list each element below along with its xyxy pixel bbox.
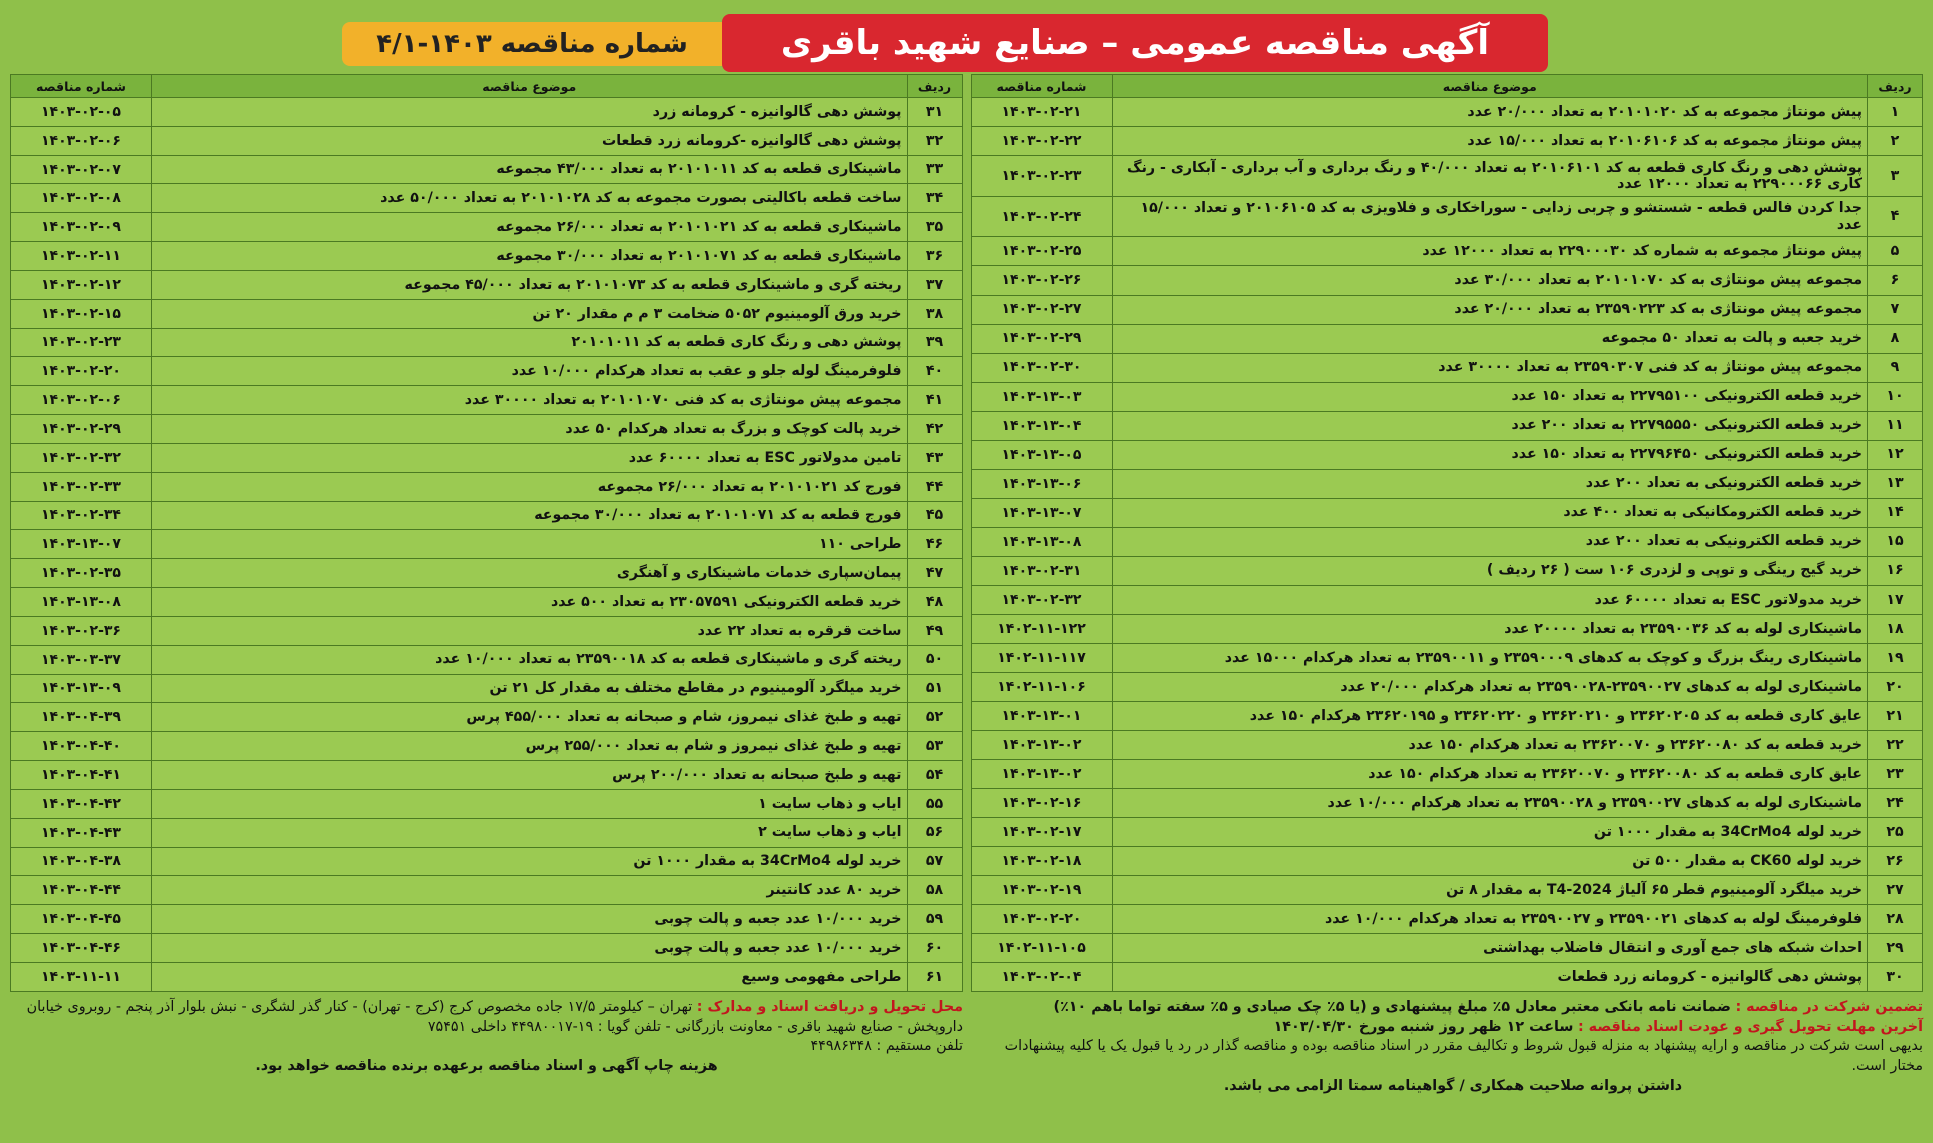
row-index: ۵۵ [907,789,962,818]
row-number: ۱۴۰۳-۰۲-۰۵ [11,98,152,127]
table-row [971,295,1923,324]
table-row [971,156,1923,197]
row-subject: خرید ۱۰/۰۰۰ عدد جعبه و پالت چوبی [152,905,908,934]
row-index: ۴۸ [907,588,962,617]
row-subject: طراحی ۱۱۰ [152,530,908,559]
row-index: ۳۱ [907,98,962,127]
row-number: ۱۴۰۳-۱۱-۱۱ [11,962,152,991]
row-index: ۸ [1868,324,1923,353]
row-number: ۱۴۰۳-۰۳-۳۷ [11,645,152,674]
col-subject: موضوع مناقصه [152,75,908,98]
row-subject: ماشینکاری لوله به کدهای ۲۳۵۹۰۰۲۷-۲۳۵۹۰۰۲۸ به تعداد هرکدام ۲۰/۰۰۰ عدد [1112,672,1868,701]
row-index: ۲۲ [1868,730,1923,759]
row-number: ۱۴۰۲-۱۱-۱۱۷ [971,643,1112,672]
row-index: ۳۸ [907,299,962,328]
table-row [11,98,963,127]
row-subject: ریخته گری و ماشینکاری قطعه به کد ۲۳۵۹۰۰۱۸ به تعداد ۱۰/۰۰۰ عدد [152,645,908,674]
table-row [971,127,1923,156]
col-row: ردیف [907,75,962,98]
deadline-label: آخرین مهلت تحویل گیری و عودت اسناد مناقصه : [1577,1018,1923,1035]
col-number: شماره مناقصه [11,75,152,98]
tables [10,74,1923,992]
row-subject: خرید جعبه و پالت به تعداد ۵۰ مجموعه [1112,324,1868,353]
row-subject: پوشش دهی گالوانیزه - کرومانه زرد [152,98,908,127]
header [10,8,1923,74]
table-row [971,324,1923,353]
row-index: ۵۱ [907,674,962,703]
license-note: داشتن پروانه صلاحیت همکاری / گواهینامه سمتا الزامی می باشد. [1223,1077,1683,1094]
row-subject: عایق کاری قطعه به کد ۲۳۶۲۰۲۰۵ و ۲۳۶۲۰۲۱۰ و ۲۳۶۲۰۲۲۰ و ۲۳۶۲۰۱۹۵ هرکدام ۱۵۰ عدد [1112,701,1868,730]
row-number: ۱۴۰۳-۰۲-۳۲ [971,585,1112,614]
row-subject: خرید قطعه الکترونیکی ۲۳۰۵۷۵۹۱ به تعداد ۵۰۰ عدد [152,588,908,617]
table-row [11,559,963,588]
row-number: ۱۴۰۳-۰۴-۴۳ [11,818,152,847]
row-number: ۱۴۰۳-۰۲-۲۶ [971,266,1112,295]
table-row [11,789,963,818]
table-row [11,270,963,299]
row-subject: خرید قطعه الکترونیکی ۲۲۷۹۵۱۰۰ به تعداد ۱۵۰ عدد [1112,382,1868,411]
row-number: ۱۴۰۲-۱۱-۱۲۲ [971,614,1112,643]
table-row [11,703,963,732]
table-row [11,184,963,213]
row-subject: تهیه و طبخ غذای نیمروز و شام به تعداد ۲۵۵/۰۰۰ پرس [152,732,908,761]
row-subject: خرید مدولاتور ESC به تعداد ۶۰۰۰۰ عدد [1112,585,1868,614]
footer-terms [983,998,1923,1097]
row-index: ۱۵ [1868,527,1923,556]
table-row [971,498,1923,527]
row-number: ۱۴۰۳-۰۲-۲۰ [971,904,1112,933]
row-index: ۷ [1868,295,1923,324]
row-subject: ماشینکاری قطعه به کد ۲۰۱۰۱۰۱۱ به تعداد ۴۳/۰۰۰ مجموعه [152,155,908,184]
row-number: ۱۴۰۳-۰۲-۱۵ [11,299,152,328]
table-row [971,382,1923,411]
row-subject: تهیه و طبخ صبحانه به تعداد ۲۰۰/۰۰۰ پرس [152,761,908,790]
row-index: ۲۸ [1868,904,1923,933]
table-row [971,875,1923,904]
row-number: ۱۴۰۳-۰۲-۲۷ [971,295,1112,324]
row-subject: مجموعه پیش مونتاژی به کد فنی ۲۰۱۰۱۰۷۰ به تعداد ۳۰۰۰۰ عدد [152,386,908,415]
table-row [971,817,1923,846]
row-subject: مجموعه پیش مونتاژی به کد ۲۳۵۹۰۲۲۳ به تعداد ۲۰/۰۰۰ عدد [1112,295,1868,324]
row-subject: مجموعه پیش مونتاژ به کد فنی ۲۳۵۹۰۳۰۷ به تعداد ۳۰۰۰۰ عدد [1112,353,1868,382]
direct-phone: تلفن مستقیم : ۴۴۹۸۶۳۴۸ [810,1038,963,1055]
table-row [971,585,1923,614]
footer-address [10,998,963,1097]
row-subject: پیش مونتاژ مجموعه به کد ۲۰۱۰۱۰۲۰ به تعداد ۲۰/۰۰۰ عدد [1112,98,1868,127]
row-number: ۱۴۰۳-۰۲-۱۶ [971,788,1112,817]
row-subject: پیش مونتاژ مجموعه به کد ۲۰۱۰۶۱۰۶ به تعداد ۱۵/۰۰۰ عدد [1112,127,1868,156]
row-index: ۳۹ [907,328,962,357]
row-index: ۳۰ [1868,962,1923,991]
row-number: ۱۴۰۳-۰۲-۲۴ [971,196,1112,237]
table-row [11,876,963,905]
table-row [11,501,963,530]
row-number: ۱۴۰۳-۰۲-۰۴ [971,962,1112,991]
row-number: ۱۴۰۳-۰۴-۴۲ [11,789,152,818]
row-number: ۱۴۰۳-۱۳-۰۴ [971,411,1112,440]
row-number: ۱۴۰۳-۰۲-۳۴ [11,501,152,530]
row-number: ۱۴۰۳-۰۲-۲۳ [971,156,1112,197]
table-row [11,242,963,271]
table-row [11,761,963,790]
table-row [11,328,963,357]
col-number: شماره مناقصه [971,75,1112,98]
row-number: ۱۴۰۳-۰۲-۳۳ [11,472,152,501]
row-subject: پوشش دهی گالوانیزه - کرومانه زرد قطعات [1112,962,1868,991]
row-subject: فلوفرمینگ لوله به کدهای ۲۳۵۹۰۰۲۱ و ۲۳۵۹۰۰۲۷ به تعداد هرکدام ۱۰/۰۰۰ عدد [1112,904,1868,933]
row-number: ۱۴۰۳-۰۲-۱۲ [11,270,152,299]
row-subject: تامین مدولاتور ESC به تعداد ۶۰۰۰۰ عدد [152,443,908,472]
row-index: ۴۴ [907,472,962,501]
table-row [971,788,1923,817]
row-number: ۱۴۰۳-۰۴-۴۶ [11,934,152,963]
row-number: ۱۴۰۳-۱۳-۰۷ [971,498,1112,527]
row-subject: فورج کد ۲۰۱۰۱۰۲۱ به تعداد ۲۶/۰۰۰ مجموعه [152,472,908,501]
row-index: ۶ [1868,266,1923,295]
row-number: ۱۴۰۳-۰۲-۲۱ [971,98,1112,127]
row-number: ۱۴۰۳-۰۲-۱۸ [971,846,1112,875]
row-number: ۱۴۰۳-۰۲-۰۶ [11,126,152,155]
row-index: ۵۸ [907,876,962,905]
row-number: ۱۴۰۳-۰۲-۲۳ [11,328,152,357]
table-row [971,759,1923,788]
row-subject: خرید قطعه الکترونیکی ۲۲۷۹۶۴۵۰ به تعداد ۱۵۰ عدد [1112,440,1868,469]
table-row [11,588,963,617]
row-number: ۱۴۰۳-۱۳-۰۷ [11,530,152,559]
row-index: ۳۲ [907,126,962,155]
row-subject: جدا کردن فالس قطعه - شستشو و چربی زدایی - سوراخکاری و فلاویزی به کد ۲۰۱۰۶۱۰۵ و تعداد ۱۵/۰۰۰ عدد [1112,196,1868,237]
row-number: ۱۴۰۳-۰۲-۰۸ [11,184,152,213]
row-subject: ماشینکاری لوله به کدهای ۲۳۵۹۰۰۲۷ و ۲۳۵۹۰۰۲۸ به تعداد هرکدام ۱۰/۰۰۰ عدد [1112,788,1868,817]
row-number: ۱۴۰۳-۰۲-۰۷ [11,155,152,184]
row-index: ۲۱ [1868,701,1923,730]
row-index: ۵۷ [907,847,962,876]
table-row [971,701,1923,730]
table-row [11,847,963,876]
row-index: ۲ [1868,127,1923,156]
table-row [11,818,963,847]
row-number: ۱۴۰۳-۱۳-۰۲ [971,759,1112,788]
deadline-text: ساعت ۱۲ ظهر روز شنبه مورخ ۱۴۰۳/۰۴/۳۰ [1273,1018,1574,1035]
row-subject: خرید ورق آلومینیوم ۵۰۵۲ ضخامت ۳ م م مقدار ۲۰ تن [152,299,908,328]
row-index: ۱۳ [1868,469,1923,498]
row-number: ۱۴۰۳-۱۳-۰۸ [11,588,152,617]
table-row [971,643,1923,672]
row-index: ۲۰ [1868,672,1923,701]
row-index: ۴۵ [907,501,962,530]
row-index: ۴۳ [907,443,962,472]
row-index: ۳۳ [907,155,962,184]
row-index: ۴۹ [907,616,962,645]
row-subject: تهیه و طبخ غذای نیمروز، شام و صبحانه به تعداد ۴۵۵/۰۰۰ پرس [152,703,908,732]
row-subject: احداث شبکه های جمع آوری و انتقال فاضلاب بهداشتی [1112,933,1868,962]
row-number: ۱۴۰۳-۰۲-۳۲ [11,443,152,472]
row-number: ۱۴۰۳-۱۳-۰۶ [971,469,1112,498]
row-subject: ماشینکاری قطعه به کد ۲۰۱۰۱۰۷۱ به تعداد ۳۰/۰۰۰ مجموعه [152,242,908,271]
row-subject: فورج قطعه به کد ۲۰۱۰۱۰۷۱ به تعداد ۳۰/۰۰۰ مجموعه [152,501,908,530]
row-index: ۱ [1868,98,1923,127]
row-index: ۹ [1868,353,1923,382]
guarantee-label: تضمین شرکت در مناقصه : [1735,999,1923,1015]
row-index: ۲۴ [1868,788,1923,817]
row-number: ۱۴۰۳-۱۳-۰۱ [971,701,1112,730]
row-number: ۱۴۰۳-۰۲-۱۱ [11,242,152,271]
row-number: ۱۴۰۳-۰۲-۰۶ [11,386,152,415]
row-number: ۱۴۰۳-۰۴-۴۱ [11,761,152,790]
terms-note: بدیهی است شرکت در مناقصه و ارایه پیشنهاد به منزله قبول شروط و تکالیف مقرر در اسناد مناقصه بوده و مناقصه گذار در رد یا قبول یک یا کلیه پیشنهادات مختار است. [1004,1038,1923,1075]
col-subject: موضوع مناقصه [1112,75,1868,98]
row-index: ۳۶ [907,242,962,271]
table-row [971,353,1923,382]
row-subject: خرید ۱۰/۰۰۰ عدد جعبه و پالت چوبی [152,934,908,963]
row-index: ۵۶ [907,818,962,847]
row-number: ۱۴۰۳-۰۲-۰۹ [11,213,152,242]
row-index: ۵۹ [907,905,962,934]
row-subject: خرید لوله 34CrMo4 به مقدار ۱۰۰۰ تن [1112,817,1868,846]
row-number: ۱۴۰۳-۰۲-۱۹ [971,875,1112,904]
row-index: ۴۰ [907,357,962,386]
row-number: ۱۴۰۳-۰۴-۳۸ [11,847,152,876]
row-number: ۱۴۰۲-۱۱-۱۰۵ [971,933,1112,962]
table-row [11,645,963,674]
row-index: ۱۴ [1868,498,1923,527]
row-number: ۱۴۰۳-۰۲-۱۷ [971,817,1112,846]
notice-title: آگهی مناقصه عمومی – صنایع شهید باقری [722,14,1548,72]
address-text: تهران – کیلومتر ۱۷/۵ جاده مخصوص کرج (کرج - تهران) - کنار گذر لشگری - نبش بلوار آذر پنجم - روبروی خیابان داروپخش - صنایع شهید باقری - معاونت بازرگانی - تلفن گویا : ۱۹-۴۴۹۸۰۰۱۷ داخلی ۷۵۴۵۱ [26,999,963,1035]
row-number: ۱۴۰۳-۱۳-۰۵ [971,440,1112,469]
row-index: ۱۹ [1868,643,1923,672]
row-number: ۱۴۰۳-۱۳-۰۲ [971,730,1112,759]
row-subject: ماشینکاری قطعه به کد ۲۰۱۰۱۰۲۱ به تعداد ۲۶/۰۰۰ مجموعه [152,213,908,242]
footer [10,998,1923,1097]
table-row [11,443,963,472]
row-index: ۱۱ [1868,411,1923,440]
table-row [971,614,1923,643]
row-subject: خرید میلگرد آلومینیوم در مقاطع مختلف به مقدار کل ۲۱ تن [152,674,908,703]
row-index: ۴۷ [907,559,962,588]
row-subject: عایق کاری قطعه به کد ۲۳۶۲۰۰۸۰ و ۲۳۶۲۰۰۷۰ به تعداد هرکدام ۱۵۰ عدد [1112,759,1868,788]
table-row [11,415,963,444]
row-subject: خرید قطعه الکترونیکی ۲۲۷۹۵۵۵۰ به تعداد ۲۰۰ عدد [1112,411,1868,440]
row-subject: پوشش دهی گالوانیزه -کرومانه زرد قطعات [152,126,908,155]
row-index: ۴۶ [907,530,962,559]
row-number: ۱۴۰۳-۰۴-۴۰ [11,732,152,761]
row-number: ۱۴۰۲-۱۱-۱۰۶ [971,672,1112,701]
row-index: ۵۰ [907,645,962,674]
row-index: ۱۶ [1868,556,1923,585]
table-row [971,556,1923,585]
row-index: ۶۱ [907,962,962,991]
row-index: ۴ [1868,196,1923,237]
table-row [11,732,963,761]
table-row [971,98,1923,127]
table-row [11,155,963,184]
row-subject: ایاب و ذهاب سایت ۱ [152,789,908,818]
col-row: ردیف [1868,75,1923,98]
left-table [10,74,963,992]
row-subject: مجموعه پیش مونتاژی به کد ۲۰۱۰۱۰۷۰ به تعداد ۳۰/۰۰۰ عدد [1112,266,1868,295]
row-number: ۱۴۰۳-۰۲-۳۶ [11,616,152,645]
table-row [11,934,963,963]
row-index: ۵ [1868,237,1923,266]
tender-number: شماره مناقصه ۱۴۰۳-۴/۱ [342,22,722,66]
cost-note: هزینه چاپ آگهی و اسناد مناقصه برعهده برنده مناقصه خواهد بود. [255,1058,718,1075]
row-subject: خرید لوله 34CrMo4 به مقدار ۱۰۰۰ تن [152,847,908,876]
row-subject: پیمان‌سپاری خدمات ماشینکاری و آهنگری [152,559,908,588]
table-row [11,905,963,934]
row-subject: خرید قطعه الکترومکانیکی به تعداد ۴۰۰ عدد [1112,498,1868,527]
row-number: ۱۴۰۳-۰۲-۲۲ [971,127,1112,156]
row-subject: خرید پالت کوچک و بزرگ به تعداد هرکدام ۵۰ عدد [152,415,908,444]
table-row [11,126,963,155]
row-number: ۱۴۰۳-۰۴-۴۴ [11,876,152,905]
row-subject: خرید قطعه به کد ۲۳۶۲۰۰۸۰ و ۲۳۶۲۰۰۷۰ به تعداد هرکدام ۱۵۰ عدد [1112,730,1868,759]
row-subject: پوشش دهی و رنگ کاری قطعه به کد ۲۰۱۰۱۰۱۱ [152,328,908,357]
row-index: ۵۴ [907,761,962,790]
row-index: ۱۲ [1868,440,1923,469]
row-index: ۲۶ [1868,846,1923,875]
row-index: ۳۴ [907,184,962,213]
row-index: ۵۲ [907,703,962,732]
row-subject: خرید قطعه الکترونیکی به تعداد ۲۰۰ عدد [1112,527,1868,556]
row-number: ۱۴۰۳-۱۳-۰۳ [971,382,1112,411]
row-subject: فلوفرمینگ لوله جلو و عقب به تعداد هرکدام ۱۰/۰۰۰ عدد [152,357,908,386]
table-row [971,440,1923,469]
row-number: ۱۴۰۳-۱۳-۰۹ [11,674,152,703]
row-index: ۳۵ [907,213,962,242]
guarantee-text: ضمانت نامه بانکی معتبر معادل ۵٪ مبلغ پیشنهادی و (یا ۵٪ چک صیادی و ۵٪ سفته تواما باهم ۱۰٪) [1053,999,1731,1015]
row-index: ۱۰ [1868,382,1923,411]
table-row [11,530,963,559]
row-number: ۱۴۰۳-۰۲-۲۹ [971,324,1112,353]
table-row [11,674,963,703]
row-number: ۱۴۰۳-۰۲-۲۹ [11,415,152,444]
row-number: ۱۴۰۳-۰۲-۳۵ [11,559,152,588]
row-subject: خرید قطعه الکترونیکی به تعداد ۲۰۰ عدد [1112,469,1868,498]
row-number: ۱۴۰۳-۰۲-۳۰ [971,353,1112,382]
table-row [971,904,1923,933]
table-row [11,616,963,645]
row-number: ۱۴۰۳-۰۲-۳۱ [971,556,1112,585]
row-subject: ساخت قرقره به تعداد ۲۲ عدد [152,616,908,645]
row-subject: پوشش دهی و رنگ کاری قطعه به کد ۲۰۱۰۶۱۰۱ به تعداد ۴۰/۰۰۰ و رنگ برداری و آب برداری - آبکاری - رنگ کاری ۲۲۹۰۰۰۶۶ به تعداد ۱۲۰۰۰ عدد [1112,156,1868,197]
row-subject: خرید میلگرد آلومینیوم قطر ۶۵ آلیاژ 2024-T4 به مقدار ۸ تن [1112,875,1868,904]
row-subject: خرید ۸۰ عدد کانتینر [152,876,908,905]
address-label: محل تحویل و دریافت اسناد و مدارک : [696,999,963,1015]
table-row [971,730,1923,759]
table-row [11,299,963,328]
row-index: ۵۳ [907,732,962,761]
table-row [971,237,1923,266]
table-row [971,469,1923,498]
row-index: ۳ [1868,156,1923,197]
row-index: ۱۸ [1868,614,1923,643]
right-table [971,74,1924,992]
row-number: ۱۴۰۳-۰۴-۴۵ [11,905,152,934]
row-index: ۳۷ [907,270,962,299]
table-row [11,962,963,991]
row-index: ۲۵ [1868,817,1923,846]
table-row [11,472,963,501]
row-subject: خرید لوله CK60 به مقدار ۵۰۰ تن [1112,846,1868,875]
row-subject: ماشینکاری رینگ بزرگ و کوچک به کدهای ۲۳۵۹۰۰۰۹ و ۲۳۵۹۰۰۱۱ به تعداد هرکدام ۱۵۰۰۰ عدد [1112,643,1868,672]
table-row [971,266,1923,295]
row-number: ۱۴۰۳-۰۲-۲۰ [11,357,152,386]
table-row [971,846,1923,875]
row-index: ۶۰ [907,934,962,963]
row-index: ۴۱ [907,386,962,415]
table-row [971,672,1923,701]
row-index: ۱۷ [1868,585,1923,614]
row-number: ۱۴۰۳-۰۲-۲۵ [971,237,1112,266]
table-row [971,411,1923,440]
row-subject: طراحی مفهومی وسیع [152,962,908,991]
row-index: ۲۳ [1868,759,1923,788]
row-index: ۲۹ [1868,933,1923,962]
row-number: ۱۴۰۳-۰۴-۳۹ [11,703,152,732]
row-subject: ساخت قطعه باکالیتی بصورت مجموعه به کد ۲۰۱۰۱۰۲۸ به تعداد ۵۰/۰۰۰ عدد [152,184,908,213]
table-row [971,527,1923,556]
row-subject: ایاب و ذهاب سایت ۲ [152,818,908,847]
row-index: ۲۷ [1868,875,1923,904]
row-subject: خرید گیج رینگی و توپی و لزدری ۱۰۶ ست ( ۲۶ ردیف ) [1112,556,1868,585]
row-number: ۱۴۰۳-۱۳-۰۸ [971,527,1112,556]
table-row [11,213,963,242]
table-row [971,196,1923,237]
table-row [971,962,1923,991]
table-row [971,933,1923,962]
row-subject: ماشینکاری لوله به کد ۲۳۵۹۰۰۳۶ به تعداد ۲۰۰۰۰ عدد [1112,614,1868,643]
table-row [11,357,963,386]
row-subject: ریخته گری و ماشینکاری قطعه به کد ۲۰۱۰۱۰۷۳ به تعداد ۴۵/۰۰۰ مجموعه [152,270,908,299]
table-row [11,386,963,415]
row-subject: پیش مونتاژ مجموعه به شماره کد ۲۲۹۰۰۰۳۰ به تعداد ۱۲۰۰۰ عدد [1112,237,1868,266]
row-index: ۴۲ [907,415,962,444]
